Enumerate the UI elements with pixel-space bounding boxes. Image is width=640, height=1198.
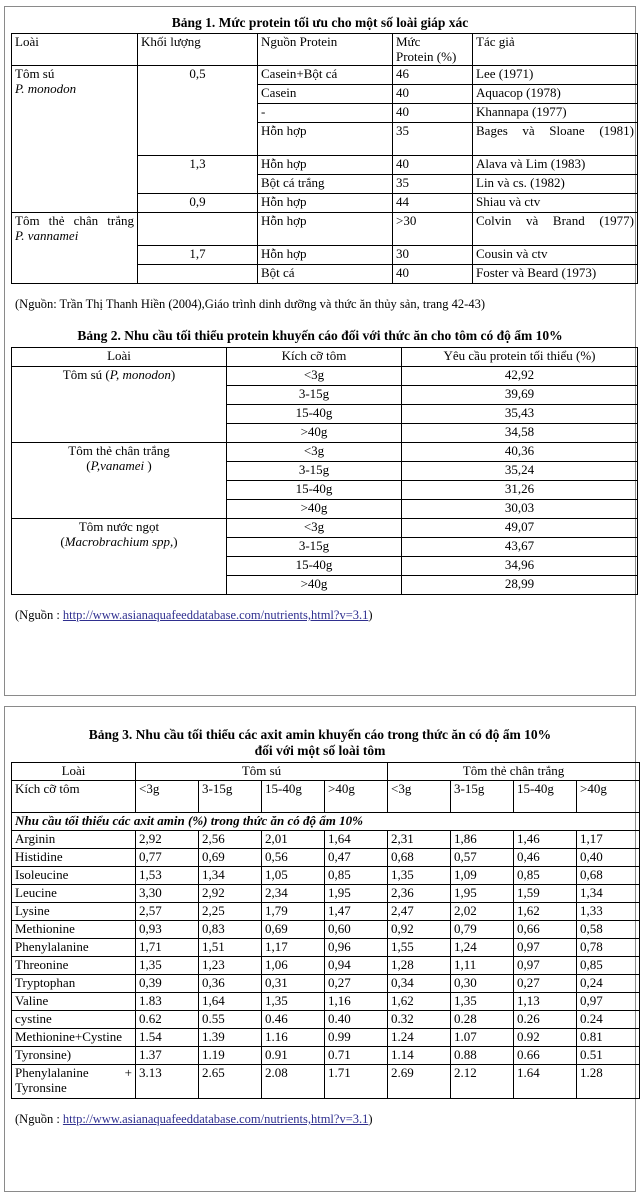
table-3-header-species-row [12,762,640,780]
amino-acid-value: 3,30 [136,884,199,902]
amino-acid-value: 0,79 [451,920,514,938]
amino-acid-value: 1,95 [451,884,514,902]
amino-acid-value: 0,97 [514,956,577,974]
table-2-size: 15-40g [227,405,402,424]
table-3-caption-line2: đối với một số loài tôm [254,742,386,758]
table-1-weight: 1,7 [138,246,258,265]
amino-acid-value: 0.81 [577,1028,640,1046]
amino-acid-value: 0,39 [136,974,199,992]
amino-acid-name: Threonine [12,956,136,974]
amino-acid-name: Tyronsine) [12,1046,136,1064]
amino-acid-value: 1,35 [388,866,451,884]
amino-acid-value: 1,64 [199,992,262,1010]
amino-acid-name: Tryptophan [12,974,136,992]
table-2-size: >40g [227,576,402,595]
amino-acid-value: 0,46 [514,848,577,866]
table-3-header-species: Loài [12,762,136,780]
table-row [12,884,640,902]
table-1-protein-source: - [258,104,393,123]
amino-acid-value: 2,56 [199,830,262,848]
amino-acid-value: 1.37 [136,1046,199,1064]
table-3-caption-line1: Bảng 3. Nhu cầu tối thiểu các axit amin khuyến cáo trong thức ăn có độ ẩm 10% [88,727,552,742]
table-row [12,866,640,884]
amino-acid-value: 1,86 [451,830,514,848]
species-name-latin: P. vannamei [15,228,79,244]
table-row [12,1028,640,1046]
table-1-protein-source: Bột cá trắng [258,175,393,194]
table-row [12,938,640,956]
table-2-value: 49,07 [402,519,638,538]
table-2-species-tom-su [12,367,227,443]
source-link[interactable]: http://www.asianaquafeeddatabase.com/nutrients,html?v=3.1 [62,608,369,622]
table-2-species-tom-nuoc-ngot [12,519,227,595]
table-3-size-col-3: 15-40g [262,780,325,812]
table-2-header-row [12,348,638,367]
amino-acid-value: 2.69 [388,1064,451,1098]
table-1-author: Cousin và ctv [473,246,638,265]
amino-acid-value: 1,62 [388,992,451,1010]
document-section-one [4,6,636,696]
table-2-value: 34,58 [402,424,638,443]
table-3-caption [11,713,629,762]
table-2-min-protein-requirement [11,347,638,595]
table-row [12,848,640,866]
amino-acid-value: 1.16 [262,1028,325,1046]
document-section-two [4,706,636,1192]
table-2-species-tom-the-chan-trang [12,443,227,519]
table-1-weight: 0,5 [138,66,258,156]
table-1-author: Lee (1971) [473,66,638,85]
table-row [12,1010,640,1028]
species-name-latin-wrap: (P,vanamei ) [86,458,152,474]
table-3-size-col-2: 3-15g [199,780,262,812]
table-2-size: 3-15g [227,386,402,405]
amino-acid-name: Histidine [12,848,136,866]
table-2-value: 35,24 [402,462,638,481]
table-2-header-requirement: Yêu cầu protein tối thiểu (%) [402,348,638,367]
amino-acid-value: 1,35 [262,992,325,1010]
amino-acid-value: 0,97 [514,938,577,956]
table-3-size-col-5: <3g [388,780,451,812]
amino-acid-value: 0,68 [577,866,640,884]
amino-acid-value: 0,94 [325,956,388,974]
amino-acid-value: 1,09 [451,866,514,884]
table-2-value: 39,69 [402,386,638,405]
amino-acid-name: Leucine [12,884,136,902]
amino-acid-value: 2,47 [388,902,451,920]
table-2-caption: Bảng 2. Nhu cầu tối thiểu protein khuyến cáo đối với thức ăn cho tôm có độ ẩm 10% [77,328,563,344]
table-2-value: 42,92 [402,367,638,386]
table-2-value: 43,67 [402,538,638,557]
table-1-species-tom-su [12,66,138,213]
table-1-protein-source: Casein+Bột cá [258,66,393,85]
table-1-author: Aquacop (1978) [473,85,638,104]
table-1-header-protein-level-line1: Mức [396,33,421,49]
table-1-author: Alava và Lim (1983) [473,156,638,175]
species-name-latin: Macrobrachium spp, [64,534,174,550]
amino-acid-value: 1,16 [325,992,388,1010]
table-1-author: Shiau và ctv [473,194,638,213]
table-row [12,902,640,920]
amino-acid-value: 1.64 [514,1064,577,1098]
source-prefix: (Nguồn : [15,608,63,622]
amino-acid-value: 2,31 [388,830,451,848]
table-1-header-protein-source: Nguồn Protein [258,33,393,65]
table-2-size: <3g [227,367,402,386]
table-1-source-note: (Nguồn: Trần Thị Thanh Hiền (2004),Giáo trình dinh dưỡng và thức ăn thủy sản, trang 42-43) [15,297,485,312]
amino-acid-value: 0,30 [451,974,514,992]
amino-acid-name: Lysine [12,902,136,920]
amino-acid-value: 1,46 [514,830,577,848]
amino-acid-value: 1,13 [514,992,577,1010]
table-2-value: 28,99 [402,576,638,595]
table-row [12,213,638,246]
amino-acid-value: 0.71 [325,1046,388,1064]
amino-acid-value: 1.71 [325,1064,388,1098]
species-name-latin-wrap: (Macrobrachium spp,) [60,534,178,550]
amino-acid-name: Isoleucine [12,866,136,884]
amino-acid-value: 0,47 [325,848,388,866]
table-3-group-tom-the-chan-trang: Tôm thẻ chân trắng [388,762,640,780]
amino-acid-value: 1.07 [451,1028,514,1046]
table-3-subheader-row [12,812,640,830]
table-1-optimal-protein [11,33,638,284]
species-name-common: Tôm thẻ chân trắng [15,213,134,229]
table-1-header-protein-level [393,33,473,65]
amino-acid-name: Arginin [12,830,136,848]
amino-acid-value: 0,34 [388,974,451,992]
amino-acid-value: 1,33 [577,902,640,920]
amino-acid-name: Methionine [12,920,136,938]
table-1-protein-level: 46 [393,66,473,85]
amino-acid-value: 1,24 [451,938,514,956]
table-2-size: <3g [227,443,402,462]
table-row [12,66,638,85]
amino-acid-value: 1.54 [136,1028,199,1046]
amino-acid-name: Valine [12,992,136,1010]
table-1-author: Khannapa (1977) [473,104,638,123]
amino-acid-value: 0,57 [451,848,514,866]
table-1-protein-source: Hỗn hợp [258,246,393,265]
table-2-size: 3-15g [227,462,402,481]
table-2-header-species: Loài [12,348,227,367]
table-1-protein-level: 40 [393,156,473,175]
table-2-size: <3g [227,519,402,538]
amino-acid-value: 0.24 [577,1010,640,1028]
table-1-author: Lin và cs. (1982) [473,175,638,194]
amino-acid-value: 0,78 [577,938,640,956]
table-1-author: Foster và Beard (1973) [473,265,638,284]
amino-acid-value: 0,92 [388,920,451,938]
species-name-common: Tôm thẻ chân trắng [68,443,170,458]
amino-acid-value: 0.32 [388,1010,451,1028]
amino-acid-value: 0,60 [325,920,388,938]
source-prefix: (Nguồn : [15,1111,63,1126]
amino-acid-value: 0,77 [136,848,199,866]
table-3-size-col-4: >40g [325,780,388,812]
table-3-size-col-8: >40g [577,780,640,812]
table-row [12,992,640,1010]
table-1-protein-source: Bột cá [258,265,393,284]
species-name-common: Tôm sú ( [62,367,110,382]
species-name-latin: P, monodon [109,367,171,382]
amino-acid-value: 0.51 [577,1046,640,1064]
table-1-header-weight: Khối lượng [138,33,258,65]
amino-acid-value: 0.62 [136,1010,199,1028]
amino-acid-value: 1,05 [262,866,325,884]
amino-acid-value: 1,34 [577,884,640,902]
table-2-source-note [11,595,629,633]
amino-acid-name-line1 [15,1065,132,1080]
table-1-header-row [12,33,638,65]
species-name-suffix: ) [170,367,176,382]
amino-acid-name-plus: + [124,1064,132,1080]
table-row [12,956,640,974]
table-1-protein-level: 40 [393,85,473,104]
source-link[interactable]: http://www.asianaquafeeddatabase.com/nutrients,html?v=3.1 [62,1111,369,1126]
table-3-size-col-6: 3-15g [451,780,514,812]
amino-acid-value: 0,85 [514,866,577,884]
table-row [12,1046,640,1064]
table-1-weight [138,213,258,246]
amino-acid-value: 0.26 [514,1010,577,1028]
amino-acid-value: 2,25 [199,902,262,920]
table-2-size: 15-40g [227,481,402,500]
amino-acid-value: 1,35 [451,992,514,1010]
amino-acid-value: 0.99 [325,1028,388,1046]
amino-acid-value: 0.88 [451,1046,514,1064]
table-2-value: 35,43 [402,405,638,424]
amino-acid-value: 1,79 [262,902,325,920]
table-1-header-author: Tác giả [473,33,638,65]
table-1-header-protein-level-line2: Protein (%) [396,49,457,64]
table-row [12,920,640,938]
table-3-header-size: Kích cỡ tôm [12,780,136,812]
table-1-protein-source: Casein [258,85,393,104]
table-1-protein-source: Hỗn hợp [258,156,393,175]
table-3-source-note [11,1099,629,1137]
species-name-common: Tôm sú [15,66,55,82]
table-1-weight [138,265,258,284]
amino-acid-value: 2,01 [262,830,325,848]
amino-acid-value: 0,97 [577,992,640,1010]
amino-acid-value: 1,35 [136,956,199,974]
table-1-weight: 1,3 [138,156,258,194]
table-1-protein-level: 35 [393,123,473,156]
amino-acid-value: 1,53 [136,866,199,884]
amino-acid-value: 1,17 [262,938,325,956]
table-3-subheader: Nhu cầu tối thiểu các axit amin (%) trong thức ăn có độ ẩm 10% [12,812,640,830]
amino-acid-value: 0,24 [577,974,640,992]
amino-acid-value: 1,47 [325,902,388,920]
table-row [12,1064,640,1098]
table-2-size: >40g [227,424,402,443]
amino-acid-value: 0.40 [325,1010,388,1028]
amino-acid-value: 1,17 [577,830,640,848]
amino-acid-value: 1.28 [577,1064,640,1098]
amino-acid-value: 1,34 [199,866,262,884]
amino-acid-value: 1.83 [136,992,199,1010]
table-1-header-species: Loài [12,33,138,65]
table-3-size-col-7: 15-40g [514,780,577,812]
amino-acid-value: 2.08 [262,1064,325,1098]
amino-acid-name-part1: Phenylalanine [15,1064,89,1080]
table-1-caption: Bảng 1. Mức protein tối ưu cho một số loài giáp xác [171,15,469,30]
amino-acid-name: cystine [12,1010,136,1028]
amino-acid-value: 2,02 [451,902,514,920]
amino-acid-value: 0,68 [388,848,451,866]
amino-acid-value: 0.92 [514,1028,577,1046]
amino-acid-name: Phenylalanine [12,938,136,956]
table-row [12,443,638,462]
amino-acid-value: 0.28 [451,1010,514,1028]
amino-acid-value: 1.24 [388,1028,451,1046]
amino-acid-value: 2,92 [136,830,199,848]
table-1-species-tom-the-chan-trang [12,213,138,284]
amino-acid-value: 0,27 [325,974,388,992]
amino-acid-value: 1,06 [262,956,325,974]
amino-acid-value: 1,23 [199,956,262,974]
amino-acid-value: 0,58 [577,920,640,938]
table-1-weight: 0,9 [138,194,258,213]
amino-acid-value: 1,55 [388,938,451,956]
table-1-protein-source: Hỗn hợp [258,123,393,156]
amino-acid-value: 0,36 [199,974,262,992]
amino-acid-value: 1,71 [136,938,199,956]
amino-acid-value: 0,69 [262,920,325,938]
table-1-protein-level: 40 [393,104,473,123]
table-1-protein-level: >30 [393,213,473,246]
amino-acid-value: 1,95 [325,884,388,902]
amino-acid-value: 1,59 [514,884,577,902]
table-1-protein-level: 44 [393,194,473,213]
amino-acid-value: 2,34 [262,884,325,902]
amino-acid-value: 1.39 [199,1028,262,1046]
amino-acid-value: 1.14 [388,1046,451,1064]
table-3-group-tom-su: Tôm sú [136,762,388,780]
amino-acid-value: 1,51 [199,938,262,956]
table-2-value: 31,26 [402,481,638,500]
table-1-protein-level: 40 [393,265,473,284]
amino-acid-value: 0.66 [514,1046,577,1064]
amino-acid-value: 0.91 [262,1046,325,1064]
amino-acid-name: Methionine+Cystine [12,1028,136,1046]
table-2-value: 30,03 [402,500,638,519]
table-1-author: Bages và Sloane (1981) [473,123,638,156]
amino-acid-value: 1,64 [325,830,388,848]
amino-acid-name [12,1064,136,1098]
amino-acid-value: 2,92 [199,884,262,902]
amino-acid-value: 0,85 [325,866,388,884]
table-1-author: Colvin và Brand (1977) [473,213,638,246]
amino-acid-value: 0,27 [514,974,577,992]
amino-acid-value: 2.65 [199,1064,262,1098]
table-2-value: 34,96 [402,557,638,576]
table-1-protein-level: 30 [393,246,473,265]
amino-acid-value: 0,83 [199,920,262,938]
table-row [12,519,638,538]
amino-acid-value: 1,62 [514,902,577,920]
species-name-latin: P. monodon [15,81,77,97]
table-3-amino-acid-requirement [11,762,640,1099]
table-2-header-size: Kích cỡ tôm [227,348,402,367]
table-1-protein-source: Hỗn hợp [258,194,393,213]
amino-acid-value: 0.55 [199,1010,262,1028]
amino-acid-value: 0.46 [262,1010,325,1028]
amino-acid-value: 2,57 [136,902,199,920]
table-2-size: >40g [227,500,402,519]
table-1-protein-source: Hỗn hợp [258,213,393,246]
table-3-header-size-row [12,780,640,812]
table-2-size: 15-40g [227,557,402,576]
amino-acid-value: 1,11 [451,956,514,974]
amino-acid-value: 2,36 [388,884,451,902]
table-row [12,367,638,386]
table-row [12,830,640,848]
amino-acid-value: 0,93 [136,920,199,938]
table-2-size: 3-15g [227,538,402,557]
amino-acid-value: 1.19 [199,1046,262,1064]
source-suffix: ) [368,608,373,622]
amino-acid-value: 0,85 [577,956,640,974]
amino-acid-value: 3.13 [136,1064,199,1098]
amino-acid-value: 0,96 [325,938,388,956]
amino-acid-value: 0,66 [514,920,577,938]
amino-acid-value: 0,40 [577,848,640,866]
species-name-latin: P,vanamei [90,458,145,474]
table-2-value: 40,36 [402,443,638,462]
species-name-common: Tôm nước ngọt [78,519,160,534]
table-1-protein-level: 35 [393,175,473,194]
amino-acid-value: 0,56 [262,848,325,866]
table-row [12,974,640,992]
amino-acid-value: 1,28 [388,956,451,974]
table-3-size-col-1: <3g [136,780,199,812]
amino-acid-value: 2.12 [451,1064,514,1098]
amino-acid-value: 0,69 [199,848,262,866]
amino-acid-name-line2: Tyronsine [15,1079,67,1095]
amino-acid-value: 0,31 [262,974,325,992]
source-suffix: ) [368,1111,373,1126]
